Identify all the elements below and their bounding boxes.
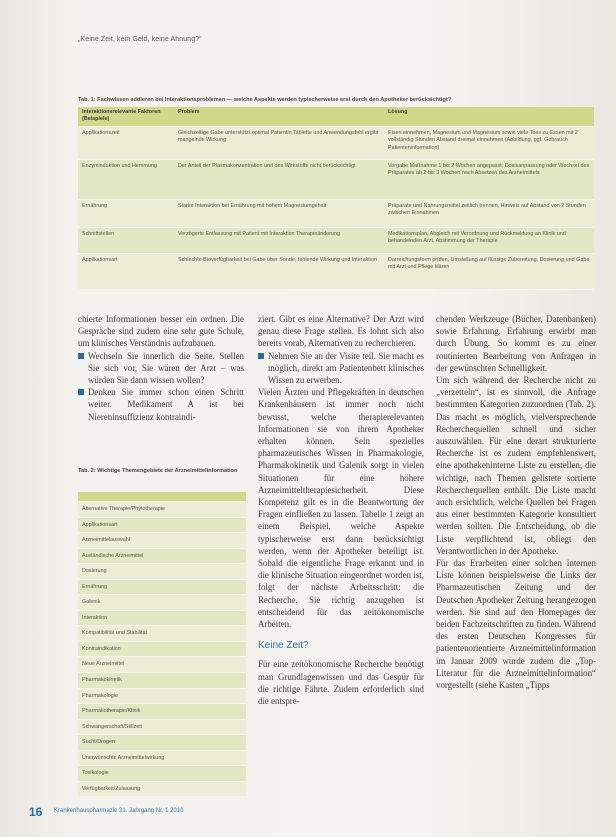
bullet-square-icon: [258, 353, 264, 359]
topic-row: Arzneimittelauswahl: [78, 532, 246, 548]
table-row: [78, 159, 594, 199]
table-cell: Starke Interaktion bei Ernährung mit hohem Magnesiumgehalt: [174, 199, 384, 227]
topic-row: Pharmakologie: [78, 688, 246, 704]
table-cell: Eisen einnehmen, Magnesium und Magnesium sowie viele Tees zu Essen mit 2 vollständig Stunden Abstand dreimal einnehmen (Abbildung, ggf. Gebrauch Patienteninformation): [384, 126, 594, 159]
running-title: „Keine Zeit, kein Geld, keine Ahnung?“: [78, 36, 202, 43]
bullet-square-icon: [78, 353, 84, 359]
table-cell: Applikationszeit: [78, 126, 174, 159]
table-cell: Ernährung: [78, 199, 174, 227]
table-row: [78, 199, 594, 227]
topics-table: [78, 492, 246, 796]
table-row: [78, 253, 594, 289]
topic-row: Pharmakotherapie/Klinik: [78, 703, 246, 719]
bullet-text: Wechseln Sie innerlich die Seite. Stellen Sie sich vor, Sie wären der Arzt – was würden Sie dann wissen wollen?: [88, 350, 244, 386]
bullet-square-icon: [78, 389, 84, 395]
interaction-table: [78, 107, 594, 290]
text-column-1: [78, 313, 244, 423]
table2-header: [78, 492, 246, 501]
topic-row: Toxikologie: [78, 765, 246, 781]
topic-row: Pharmakokinetik: [78, 672, 246, 688]
bullet-item: [78, 386, 244, 423]
table2-caption: Tab. 2: Wichtige Themengebiete der Arzneimittelinformation: [78, 468, 238, 474]
paragraph: Für eine zeitökonomische Recherche benötigt man Grundlagenwissen und das Gespür für die richtige Fährte. Zudem erforderlich sind die entspre-: [258, 659, 424, 707]
table-cell: Präparate und Nahrungsmittel zeitlich trennen, Hinweis auf Abstand von 2 Stunden zwischen Einnahmen: [384, 199, 594, 227]
table1-header-solution: Lösung: [384, 107, 594, 126]
paragraph: Um sich während der Recherche nicht zu „verzetteln“, ist es sinnvoll, die Anfrage bestimmten Kategorien zuzuordnen (Tab. 2). Das macht es möglich, vielversprechende Recherchequellen schnell und sicher auszuwählen. Für eine derart strukturierte Recherche ist es zudem empfehlenswert, eine apothekeninterne Liste zu erstellen, die wichtige, nach Themen gelistete sortierte Recherchequellen enthält. Die Liste macht auch ersichtlich, welche Quellen bei Fragen aus einer bestimmten Kategorie konsultiert werden sollten. Die Entscheidung, ob die Liste verpflichtend ist, obliegt den Verantwortlichen in der Apotheke.: [436, 375, 596, 556]
topic-row: Sucht/Drogen: [78, 734, 246, 750]
topic-row: Alternative Therapie/Phytotherapie: [78, 501, 246, 517]
bullet-text: Nehmen Sie an der Visite teil. Sie macht es möglich, direkt am Patientenbett klinisches Wissen zu erwerben.: [268, 350, 424, 386]
table-cell: Vorgabe Maßnahme 1 bis 2 Wochen angepasst; Dosisanpassung oder Wechsel des Präparates ab 2 bis 3 Wochen nach Absetzen des Arzneimittels: [384, 159, 594, 199]
table-cell: Der Anteil der Plasmakonzentration und des Wirkstoffs nicht berücksichtigt: [174, 159, 384, 199]
section-heading: Keine Zeit?: [258, 640, 309, 652]
topic-row: Ausländische Arzneimittel: [78, 548, 246, 564]
bullet-item: [78, 350, 244, 387]
paragraph: Vielen Ärzten und Pflegekräften in deutschen Krankenhäusern ist immer noch nicht bewusst, welche therapierelevanten Informationen sie von ihrem Apotheker erhalten können. Sein spezielles pharmazeutisches Wissen in Pharmakologie, Pharmakokinetik und Galenik sorgt in vielen Situationen für eine höhere Arzneimitteltherapiesicherheit. Diese Kompetenz gilt es in die Beantwortung der Fragen einfließen zu lassen. Tabelle 1 zeigt an einem Beispiel, welche Aspekte typischerweise erst dann berücksichtigt werden, wenn der Apotheker beteiligt ist. Sobald die eigentliche Frage erkannt und in die klinische Situation eingeordnet worden ist, folgt der nächste Arbeitsschritt: die Recherche. Sie richtig anzugehen ist entscheidend für das zeitökonomische Arbeiten.: [258, 387, 424, 630]
table1-caption: Tab. 1: Fachwissen addieren bei Interaktionsproblemen — welche Aspekte werden typischerweise erst durch den Apotheker berücksichtigt?: [78, 97, 452, 103]
table1-header-factors: Interaktionsrelevante Faktoren (Beispiele): [78, 107, 174, 126]
topic-row: Verfügbarkeit/Zulassung: [78, 781, 246, 797]
topic-row: Unerwünschte Arzneimittelwirkung: [78, 750, 246, 766]
topic-row: Interaktion: [78, 610, 246, 626]
text-column-2: [258, 313, 424, 707]
paragraph: ziert. Gibt es eine Alternative? Der Arzt wird genau diese Frage stellen. Es lohnt sich also bereits vorab, Alternativen zu recherchieren.: [258, 314, 424, 349]
page-number: 16: [29, 805, 43, 819]
table-row: [78, 126, 594, 159]
text-column-3: [436, 313, 596, 691]
table-cell: Schlechte Bioverfügbarkeit bei Gabe über Sonde, fehlende Wirkung und Interaktion: [174, 253, 384, 289]
table-cell: Darreichungsform prüfen, Umstellung auf flüssige Zubereitung, Dosierung und Gabe mit Arzt und Pflege klären: [384, 253, 594, 289]
table-cell: Gleichzeitige Gabe unterstützt optimal Patientin Tablette und Anwendungsfehl ergibt mangelnde Wirkung: [174, 126, 384, 159]
topic-row: Dosierung: [78, 563, 246, 579]
table-cell: Verzögerte Entlassung mit Patient mit Interaktion Therapieänderung: [174, 227, 384, 253]
bullet-text: Denken Sie immer schon einen Schritt weiter. Medikament A ist bei Niereninsuffizienz kontraindi-: [88, 387, 244, 422]
paragraph: chierte Informationen besser ein ordnen. Die Gespräche sind zudem eine sehr gute Schule, um klinisches Verständnis aufzubauen.: [78, 314, 244, 349]
topic-row: Applikationsart: [78, 517, 246, 533]
topic-row: Galenik: [78, 594, 246, 610]
topic-row: Schwangerschaft/Stillzeit: [78, 719, 246, 735]
paragraph: Für das Erarbeiten einer solchen internen Liste können beispielsweise die Links der Pharmazeutischen Zeitung und der Deutschen Apotheker Zeitung herangezogen werden. Sie sind auf den Homepages der beiden Fachzeitschriften zu finden. Während des ersten Deutschen Kongresses für patientenorientierte Arzneimittelinformation im Januar 2009 wurde zudem die „Top-Literatur für die Arzneimittelinformation“ vorgestellt (siehe Kasten „Tipps: [436, 558, 596, 691]
table-row: [78, 227, 594, 253]
paragraph: chenden Werkzeuge (Bücher, Datenbanken) sowie Erfahrung. Erfahrung erwirbt man durch Übung. So kommt es zu einer routinierten Bearbeitung von Anfragen in der gewünschten Schnelligkeit.: [436, 314, 596, 373]
topic-row: Ernährung: [78, 579, 246, 595]
topic-row: Neue Arzneimittel: [78, 656, 246, 672]
topic-row: Kontraindikation: [78, 641, 246, 657]
bullet-item: [258, 350, 424, 387]
table-cell: Enzyminduktion und Hemmung: [78, 159, 174, 199]
table-cell: Schnittstellen: [78, 227, 174, 253]
table-cell: Applikationsart: [78, 253, 174, 289]
table1-header-problem: Problem: [174, 107, 384, 126]
journal-footer: Krankenhauspharmazie 31. Jahrgang Nr. 1 2010: [54, 808, 184, 814]
table-cell: Medikationsplan, Abgleich mit Verordnung und Rückmeldung an Klinik und behandelnden Arzt, Abstimmung der Therapie: [384, 227, 594, 253]
topic-row: Kompatibilität und Stabilität: [78, 625, 246, 641]
